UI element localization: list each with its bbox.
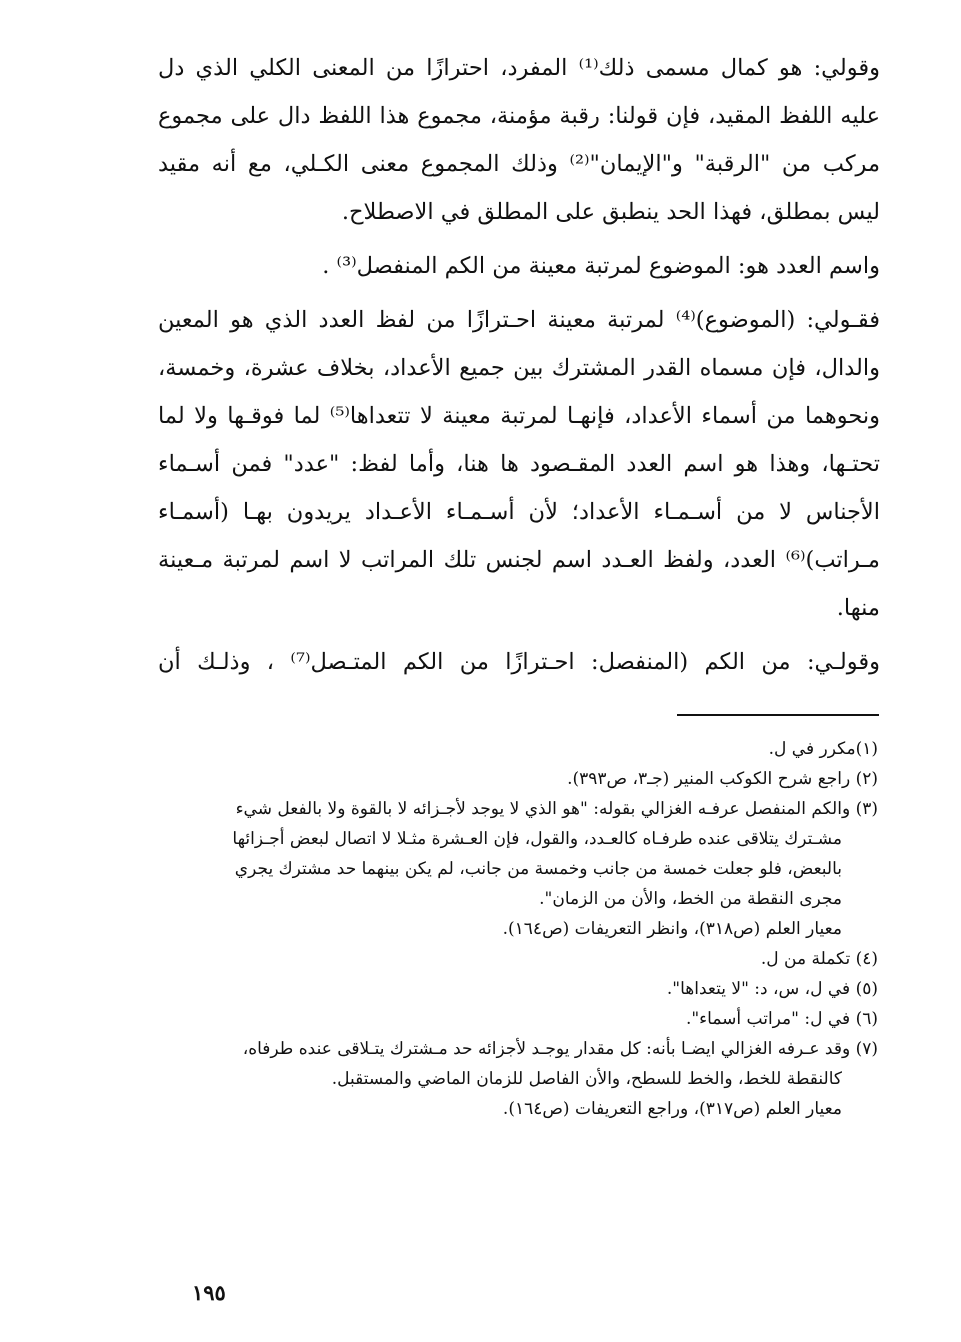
footnote-line: (٦) في ل: "مراتب أسماء". bbox=[685, 1009, 878, 1029]
footnote-line: (٣) والكم المنفصل عرفـه الغزالي بقوله: "هو الذي لا يوجد لأجـزائه لا بالقوة ولا بالفعل شيء bbox=[235, 799, 878, 819]
footnote-separator bbox=[677, 714, 879, 716]
footnote-line: مجرى النقطة من الخط، والأن من الزمان". bbox=[539, 889, 842, 909]
footnote-line: (٥) في ل، س، د: "لا يتعداها". bbox=[666, 979, 878, 999]
paragraph: وقولـي: من الكم (المنفصل: احـترازًا من الكم المتـصل⁽⁷⁾ ، وذلـك أن bbox=[158, 649, 880, 675]
paragraph: واسم العدد هو: الموضوع لمرتبة معينة من الكم المنفصل⁽³⁾ . bbox=[322, 253, 880, 279]
footnote-line: (٤) تكملة من ل. bbox=[760, 949, 878, 969]
footnote-line: معيار العلم (ص٣١٧)، وراجع التعريفات (ص١٦٤). bbox=[502, 1099, 842, 1119]
footnote-line: معيار العلم (ص٣١٨)، وانظر التعريفات (ص١٦٤). bbox=[502, 919, 842, 939]
page-number: ١٩٥ bbox=[192, 1280, 226, 1305]
footnote bbox=[162, 1004, 878, 1034]
footnote bbox=[162, 974, 878, 1004]
footnote bbox=[162, 794, 878, 944]
footnote-line: بالبعض، فلو جعلت خمسة من جانب وخمسة من جانب، لم يكن بينهما حد مشترك يجري bbox=[234, 859, 842, 879]
main-text bbox=[158, 44, 880, 686]
footnote-line: (٢) راجع شرح الكوكب المنير (جـ٣، ص٣٩٣). bbox=[567, 769, 878, 789]
paragraph: وقولي: هو كمال مسمى ذلك⁽¹⁾ المفرد، احترازًا من المعنى الكلي الذي دل عليه اللفظ المقيد، فإن قولنا: رقبة مؤمنة، مجموع هذا اللفظ دال على مجموع مركب من "الرقبة" و"الإيمان"⁽²⁾ وذلك المجموع معنى الكـلي، مع أنه مقيد ليس بمطلق، فهذا الحد ينطبق على المطلق في الاصطلاح. bbox=[158, 55, 880, 225]
footnote-line: مشـترك يتلاقى عنده طرفـاه كالعـدد، والقول، فإن العـشرة مثـلا لا اتصال لبعض أجـزائها bbox=[232, 829, 842, 849]
footnote-line: (٧) وقد عـرفه الغزالي ايضـا بأنه: كل مقدار يوجـد لأجزائه حد مـشترك يتـلاقى عنده طرفاه، bbox=[242, 1039, 878, 1059]
footnote bbox=[162, 1034, 878, 1124]
footnotes bbox=[162, 734, 878, 1124]
footnote bbox=[162, 734, 878, 764]
footnote-line: كالنقطة للخط، والخط للسطح، والأن الفاصل للزمان الماضي والمستقبل. bbox=[331, 1069, 842, 1089]
footnote bbox=[162, 764, 878, 794]
paragraph: فقـولي: (الموضوع)⁽⁴⁾ لمرتبة معينة احـترازًا من لفظ العدد الذي هو المعين والدال، فإن مسماه القدر المشترك بين جميع الأعداد، بخلاف عشرة، وخمسة، ونحوهما من أسماء الأعداد، فإنهـا لمرتبة معينة لا تتعداها⁽⁵⁾ لما فوقـها ولا لما تحتـها، وهذا هو اسم العدد المقـصود ها هنا، وأما لفظ: "عدد" فمن أسـماء الأجناس لا من أسـمـاء الأعداد؛ لأن أسـمـاء الأعـداد يريدون بهـا (أسمـاء مـراتب)⁽⁶⁾ العدد، ولفظ العـدد اسم لجنس تلك المراتب لا اسم لمرتبة مـعينة منها. bbox=[158, 307, 881, 621]
footnote-line: (١)مكرر في ل. bbox=[768, 739, 878, 759]
footnote bbox=[162, 944, 878, 974]
